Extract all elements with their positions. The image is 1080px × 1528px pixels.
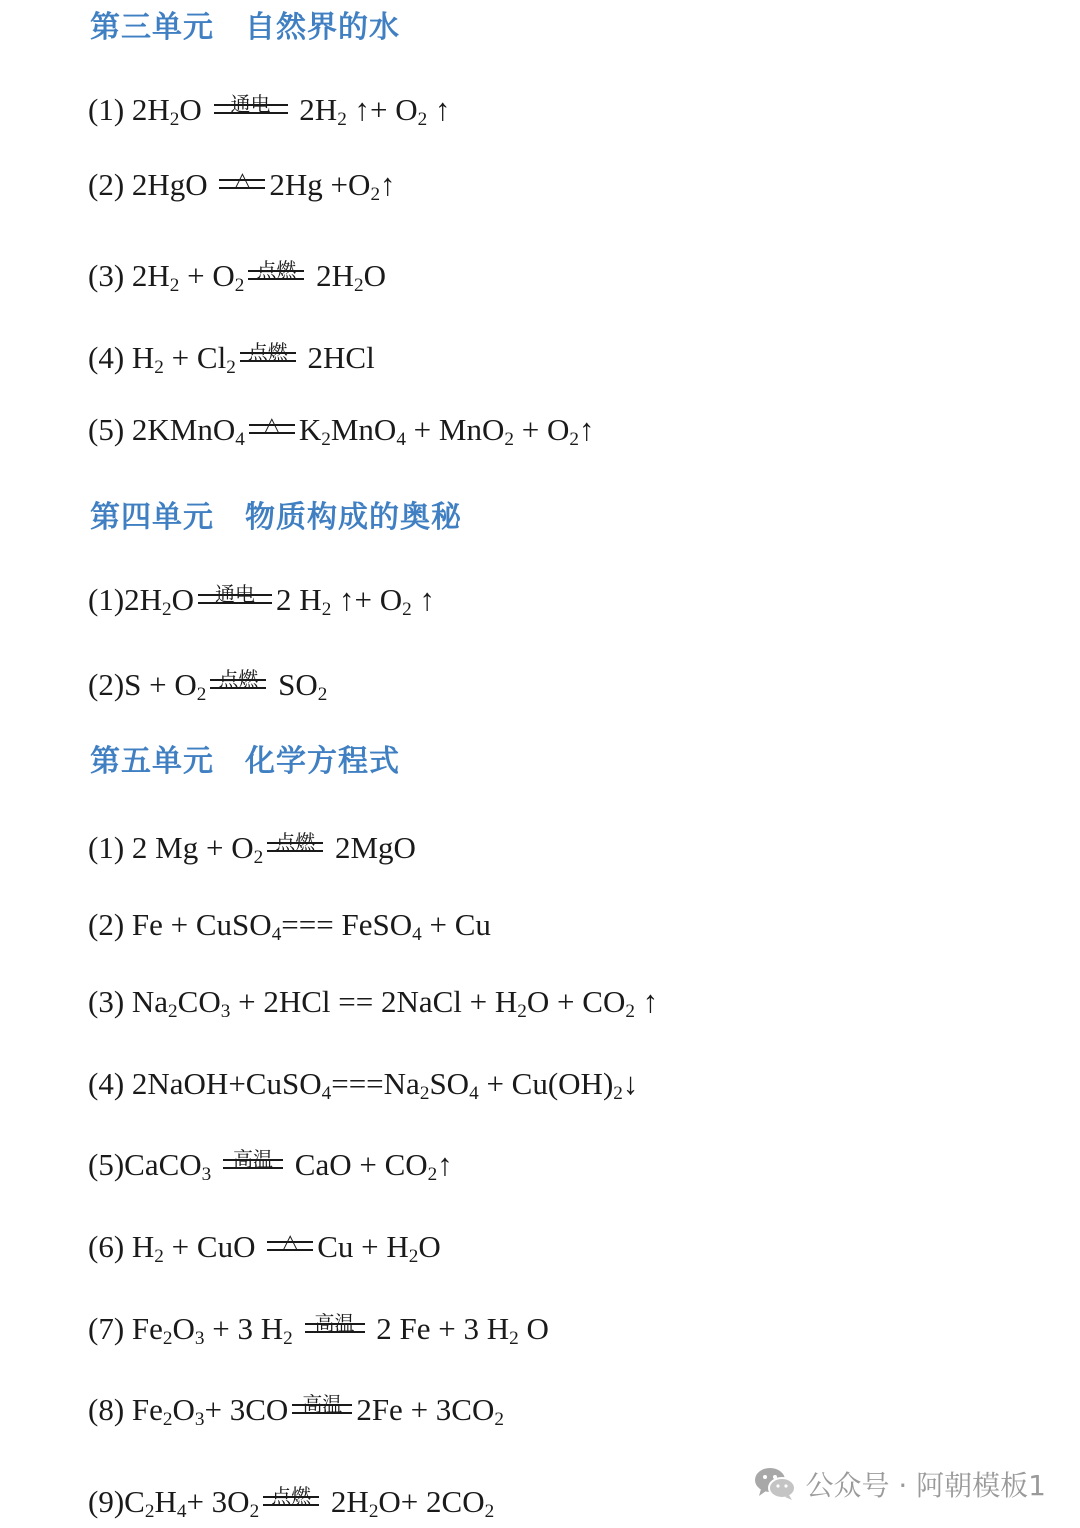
equation-unit3-1: (1) $2H_2O$ 通电 $2H_2$ ↑+ $O_2$ ↑ bbox=[88, 92, 451, 130]
equation-unit3-3: (3) $2H_2 + O_2$ 点燃 $2H_2O$ bbox=[88, 258, 387, 296]
reaction-condition: △ bbox=[249, 410, 295, 450]
equation-unit5-3: (3) $Na_2CO_3 + 2HCl$ == 2NaCl + $H_2O + CO_2$ ↑ bbox=[88, 984, 659, 1022]
equation-unit5-7: (7) $Fe_2O_3 + 3$ $H_2$ 高温 2 Fe + 3 $H_2$ O bbox=[88, 1311, 549, 1349]
section-heading-unit3: 第三单元 自然界的水 bbox=[90, 10, 400, 45]
reaction-condition: 点燃 bbox=[210, 665, 266, 705]
equation-unit5-9: $(9)C_2H_4+ 3O_2$ 点燃 $2H_2O+ 2CO_2$ bbox=[88, 1484, 495, 1522]
equation-unit5-8: (8) $Fe_2O_3+ 3CO$ 高温 $2Fe + 3CO_2$ bbox=[88, 1392, 504, 1430]
equation-unit3-5: (5) 2KMnO$_4$ △ $K_2MnO_4 + MnO_2$ + $O_2↑$ bbox=[88, 412, 595, 450]
section-heading-unit5: 第五单元 化学方程式 bbox=[90, 744, 400, 779]
equation-unit5-5: (5)CaCO$_3$ 高温 CaO + $CO_2↑$ bbox=[88, 1147, 453, 1185]
reaction-condition: 高温 bbox=[292, 1390, 352, 1430]
wechat-icon bbox=[753, 1466, 797, 1502]
reaction-condition: 点燃 bbox=[263, 1482, 319, 1522]
reaction-condition: 点燃 bbox=[248, 256, 304, 296]
equation-unit3-2: (2) 2HgO △ $2Hg +O_2↑$ bbox=[88, 167, 396, 205]
watermark-text: 公众号 · 阿朝模板1 bbox=[805, 1469, 1046, 1502]
equation-unit5-1: (1) 2 $Mg + O_2$ 点燃 2MgO bbox=[88, 830, 416, 868]
reaction-condition: 点燃 bbox=[240, 338, 296, 378]
equation-unit5-6: (6) $H_2$ + CuO △ $Cu + H_2O$ bbox=[88, 1229, 441, 1267]
section-heading-unit4: 第四单元 物质构成的奥秘 bbox=[90, 500, 462, 535]
reaction-condition: 高温 bbox=[305, 1309, 365, 1349]
equation-unit3-4: (4) $H_2 + Cl_2$ 点燃 2HCl bbox=[88, 340, 375, 378]
reaction-condition: △ bbox=[267, 1227, 313, 1267]
reaction-condition: 高温 bbox=[223, 1145, 283, 1185]
reaction-condition: △ bbox=[219, 165, 265, 205]
reaction-condition: 通电 bbox=[214, 90, 288, 130]
reaction-condition: 点燃 bbox=[267, 828, 323, 868]
equation-unit5-2: (2) Fe + CuSO$_4$=== FeSO$_4$ + Cu bbox=[88, 907, 491, 945]
reaction-condition: 通电 bbox=[198, 580, 272, 620]
equation-unit4-2: $(2)S + O_2$ 点燃 $SO_2$ bbox=[88, 667, 328, 705]
watermark bbox=[753, 1464, 1046, 1504]
equation-unit4-1: $(1)2H_2O$ 通电 2 $H_2$ ↑+ $O_2$ ↑ bbox=[88, 582, 436, 620]
equation-unit5-4: (4) $2NaOH+CuSO_4===Na_2SO_4$ + $Cu(OH)_2↓$ bbox=[88, 1066, 639, 1104]
